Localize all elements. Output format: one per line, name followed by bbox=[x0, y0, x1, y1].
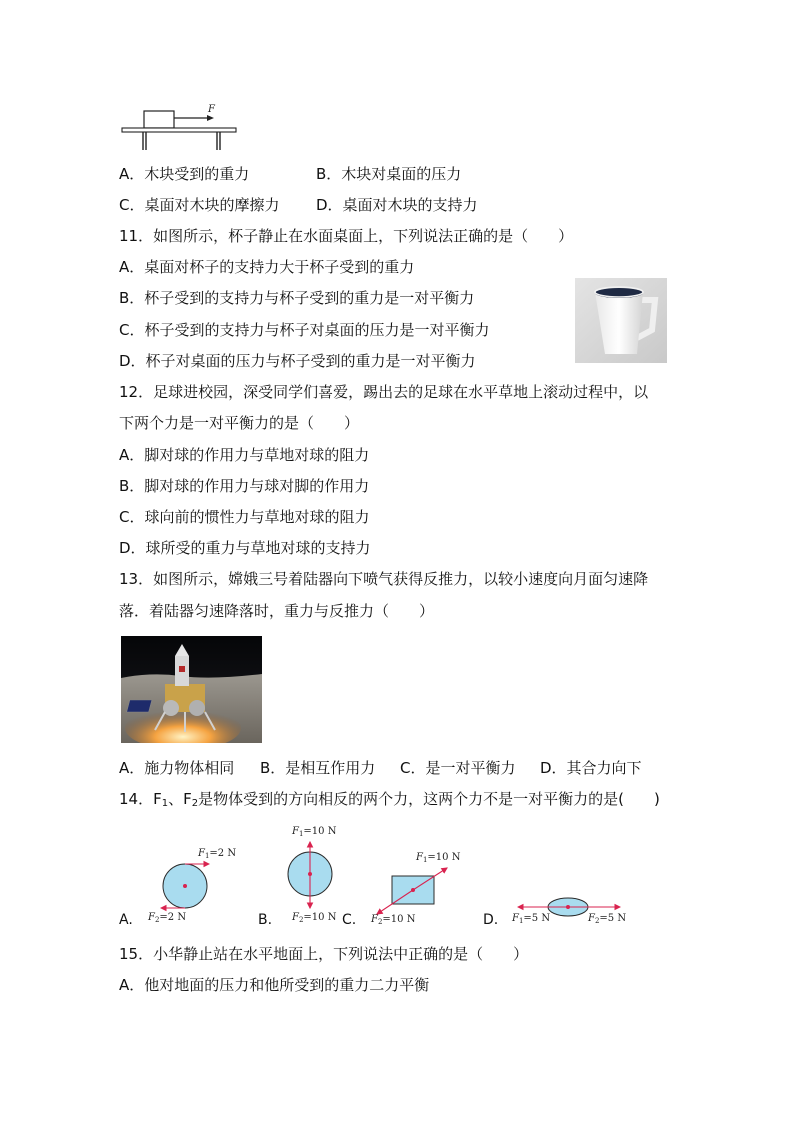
q14-stem-f1-sub: 1 bbox=[161, 798, 169, 809]
q14-option-c-letter: C. bbox=[342, 912, 357, 928]
q11-stem: 11．如图所示，杯子静止在水面桌面上，下列说法正确的是（ ） bbox=[119, 227, 574, 245]
q14-option-a-letter: A. bbox=[119, 912, 133, 928]
q14-c-f2-label: $F_2=10$ N bbox=[371, 914, 416, 926]
q13-stem-line1: 13．如图所示，嫦娥三号着陆器向下喷气获得反推力，以较小速度向月面匀速降 bbox=[119, 570, 649, 588]
q11-option-d: D．杯子对桌面的压力与杯子受到的重力是一对平衡力 bbox=[119, 352, 476, 370]
q14-a-f1-label: $F_1=2$ N bbox=[198, 848, 237, 860]
q15-option-a: A．他对地面的压力和他所受到的重力二力平衡 bbox=[119, 976, 430, 994]
q10-option-b: B．木块对桌面的压力 bbox=[316, 165, 462, 183]
q15-stem: 15．小华静止站在水平地面上，下列说法中正确的是（ ） bbox=[119, 945, 529, 963]
q12-stem-line2: 下两个力是一对平衡力的是（ ） bbox=[119, 414, 360, 432]
q14-stem-text: 是物体受到的方向相反的两个力，这两个力不是一对平衡力的是( ) bbox=[198, 790, 660, 808]
q14-d-f2-label: $F_2=5$ N bbox=[588, 913, 627, 925]
q10-option-d: D．桌面对木块的支持力 bbox=[316, 196, 478, 214]
force-arrow-head bbox=[207, 115, 214, 121]
q13-option-a: A．施力物体相同 bbox=[119, 759, 235, 777]
wooden-block bbox=[144, 111, 174, 128]
q14-stem-f2: F bbox=[183, 790, 192, 808]
q14-stem bbox=[119, 789, 660, 814]
q14-d-f1-label: $F_1=5$ N bbox=[512, 913, 551, 925]
solar-panel bbox=[127, 700, 152, 712]
q14-b-f2-label: $F_2=10$ N bbox=[292, 912, 337, 924]
q10-option-a: A．木块受到的重力 bbox=[119, 165, 250, 183]
q14-stem-sep: 、 bbox=[168, 790, 184, 808]
q10-option-c: C．桌面对木块的摩擦力 bbox=[119, 196, 280, 214]
cup-photo bbox=[575, 278, 667, 363]
q14-force-diagrams bbox=[114, 820, 674, 932]
q14-b-f1-label: $F_1=10$ N bbox=[292, 826, 337, 838]
q11-option-b: B．杯子受到的支持力与杯子受到的重力是一对平衡力 bbox=[119, 289, 475, 307]
q14-option-b-letter: B. bbox=[258, 912, 273, 928]
q11-option-c: C．杯子受到的支持力与杯子对桌面的压力是一对平衡力 bbox=[119, 321, 490, 339]
q14-c-f1-label: $F_1=10$ N bbox=[416, 852, 461, 864]
q12-option-c: C．球向前的惯性力与草地对球的阻力 bbox=[119, 508, 370, 526]
q12-option-b: B．脚对球的作用力与球对脚的作用力 bbox=[119, 477, 370, 495]
fuel-tank bbox=[163, 700, 179, 716]
q13-option-b: B．是相互作用力 bbox=[260, 759, 376, 777]
table-top bbox=[122, 128, 236, 132]
q14-stem-number: 14． bbox=[119, 790, 154, 808]
q14-option-d-letter: D. bbox=[483, 912, 499, 928]
q13-option-d: D．其合力向下 bbox=[540, 759, 642, 777]
q14-stem-f2-sub: 2 bbox=[191, 798, 199, 809]
lunar-lander-photo bbox=[121, 636, 262, 743]
q12-stem-line1: 12．足球进校园，深受同学们喜爱，踢出去的足球在水平草地上滚动过程中，以 bbox=[119, 383, 649, 401]
q12-option-d: D．球所受的重力与草地对球的支持力 bbox=[119, 539, 371, 557]
q14-a-f2-label: $F_2=2$ N bbox=[148, 912, 187, 924]
q12-option-a: A．脚对球的作用力与草地对球的阻力 bbox=[119, 446, 370, 464]
q13-option-c: C．是一对平衡力 bbox=[400, 759, 516, 777]
q14-stem-f1: F bbox=[153, 790, 162, 808]
force-label: F bbox=[208, 104, 215, 115]
block-on-table-figure bbox=[118, 100, 243, 152]
q11-option-a: A．桌面对杯子的支持力大于杯子受到的重力 bbox=[119, 258, 415, 276]
q13-stem-line2: 落．着陆器匀速降落时，重力与反推力（ ） bbox=[119, 602, 435, 620]
